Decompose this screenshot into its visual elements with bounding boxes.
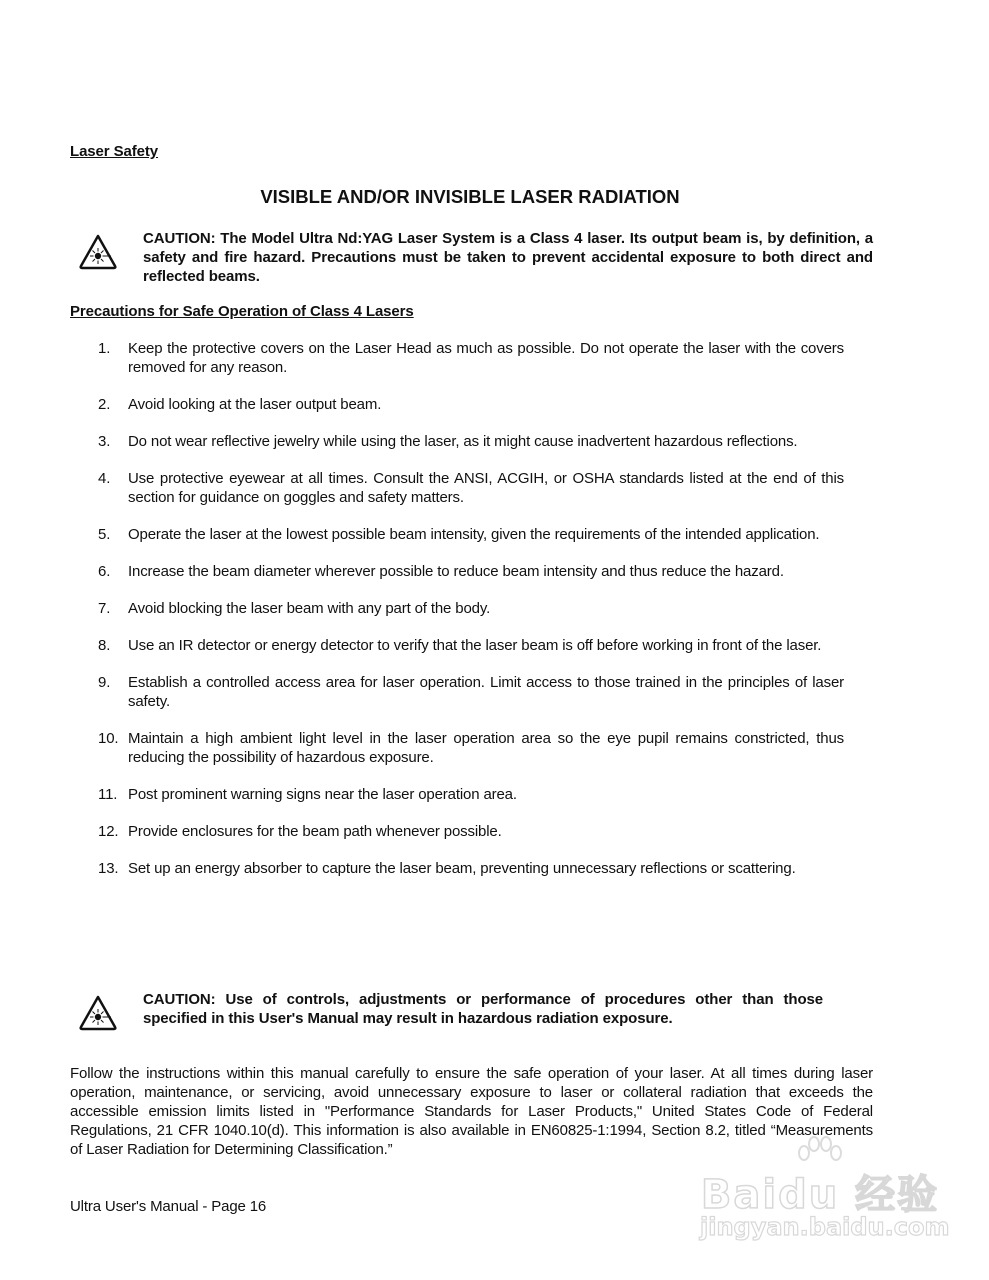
item-text: Post prominent warning signs near the laser operation area. [128, 786, 517, 803]
list-item [98, 785, 844, 804]
item-number: 9. [98, 674, 111, 691]
item-text: Provide enclosures for the beam path whenever possible. [128, 823, 502, 840]
list-item [98, 562, 844, 581]
item-text: Set up an energy absorber to capture the laser beam, preventing unnecessary reflections or scattering. [128, 860, 796, 877]
item-text: Increase the beam diameter wherever possible to reduce beam intensity and thus reduce the hazard. [128, 563, 784, 580]
caution-block-procedures [78, 990, 823, 1028]
item-text: Do not wear reflective jewelry while using the laser, as it might cause inadvertent hazardous reflections. [128, 433, 798, 450]
item-text: Use protective eyewear at all times. Consult the ANSI, ACGIH, or OSHA standards listed at the end of this section for guidance on goggles and safety matters. [128, 470, 844, 506]
caution-text: CAUTION: Use of controls, adjustments or performance of procedures other than those specified in this User's Manual may result in hazardous radiation exposure. [143, 991, 823, 1027]
watermark-url: jingyan.baidu.com [700, 1213, 950, 1241]
item-text: Operate the laser at the lowest possible beam intensity, given the requirements of the intended application. [128, 526, 820, 543]
list-item [98, 432, 844, 451]
item-number: 4. [98, 470, 111, 487]
item-number: 11. [98, 786, 118, 803]
item-number: 13. [98, 860, 119, 877]
list-item [98, 673, 844, 711]
laser-warning-icon [78, 994, 118, 1032]
item-text: Maintain a high ambient light level in the laser operation area so the eye pupil remains constricted, thus reducing the possibility of hazardous exposure. [128, 730, 844, 766]
item-number: 6. [98, 563, 111, 580]
caution-block-class4 [78, 229, 873, 286]
section-heading: Laser Safety [70, 143, 159, 160]
list-item [98, 859, 844, 878]
item-number: 2. [98, 396, 111, 413]
precautions-list [98, 339, 844, 896]
list-item [98, 822, 844, 841]
item-text: Establish a controlled access area for laser operation. Limit access to those trained in the principles of laser safety. [128, 674, 844, 710]
caution-text: CAUTION: The Model Ultra Nd:YAG Laser System is a Class 4 laser. Its output beam is, by definition, a safety and fire hazard. Precautions must be taken to prevent accidental exposure to both direct and reflected beams. [143, 230, 873, 285]
precautions-heading: Precautions for Safe Operation of Class 4 Lasers [70, 303, 414, 320]
item-number: 10. [98, 730, 119, 747]
item-number: 5. [98, 526, 111, 543]
baidu-watermark [700, 1135, 950, 1245]
list-item [98, 525, 844, 544]
list-item [98, 395, 844, 414]
watermark-brand: Baidu 经验 [700, 1172, 940, 1218]
list-item [98, 636, 844, 655]
item-text: Keep the protective covers on the Laser Head as much as possible. Do not operate the laser with the covers removed for any reason. [128, 340, 844, 376]
item-number: 1. [98, 340, 111, 357]
item-number: 7. [98, 600, 111, 617]
item-number: 12. [98, 823, 119, 840]
list-item [98, 599, 844, 618]
item-text: Avoid looking at the laser output beam. [128, 396, 382, 413]
list-item [98, 729, 844, 767]
closing-paragraph: Follow the instructions within this manual carefully to ensure the safe operation of your laser. At all times during laser operation, maintenance, or servicing, avoid unnecessary exposure to laser or collateral radiation that exceeds the accessible emission limits listed in "Performance Standards for Laser Products," United States Code of Federal Regulations, 21 CFR 1040.10(d). This information is also available in EN60825-1:1994, Section 8.2, titled “Measurements of Laser Radiation for Determining Classification.” [70, 1065, 873, 1158]
list-item [98, 469, 844, 507]
item-text: Use an IR detector or energy detector to verify that the laser beam is off before working in front of the laser. [128, 637, 822, 654]
list-item [98, 339, 844, 377]
item-number: 8. [98, 637, 111, 654]
page-title: VISIBLE AND/OR INVISIBLE LASER RADIATION [260, 186, 680, 207]
page-footer: Ultra User's Manual - Page 16 [70, 1198, 267, 1215]
laser-warning-icon [78, 233, 118, 271]
item-text: Avoid blocking the laser beam with any part of the body. [128, 600, 491, 617]
item-number: 3. [98, 433, 111, 450]
